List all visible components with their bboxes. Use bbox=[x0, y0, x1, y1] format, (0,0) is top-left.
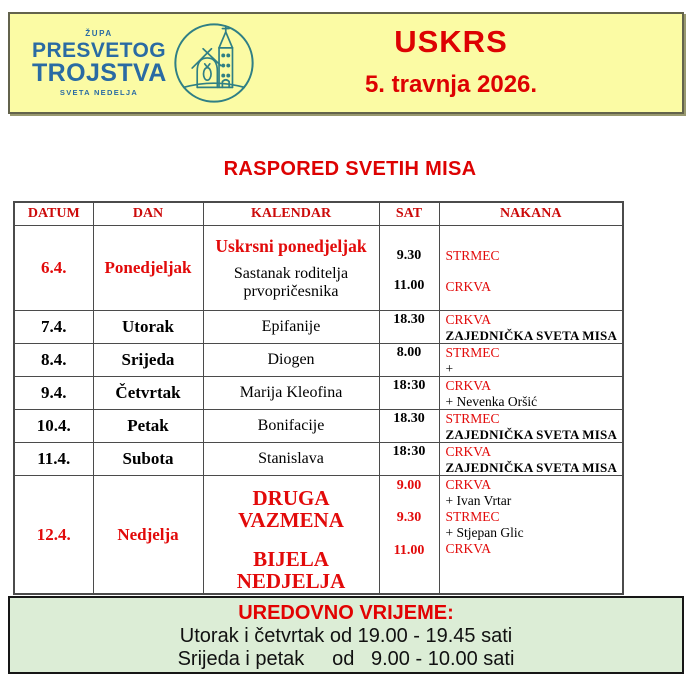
table-row bbox=[14, 476, 623, 595]
parish-banner bbox=[8, 12, 684, 114]
cell-dan: Petak bbox=[93, 410, 203, 443]
table-row bbox=[14, 344, 623, 377]
calendar-note: Sastanak roditelja prvopričesnika bbox=[233, 264, 349, 300]
cell-dan: Ponedjeljak bbox=[93, 226, 203, 311]
cell-nakana bbox=[439, 443, 623, 476]
cell-kalendar bbox=[203, 476, 379, 595]
logo-name-line2: TROJSTVA bbox=[32, 59, 167, 87]
cell-sat: 18.30 bbox=[379, 311, 439, 344]
cell-datum: 11.4. bbox=[14, 443, 93, 476]
table-row bbox=[14, 410, 623, 443]
cell-sat bbox=[379, 226, 439, 311]
cell-dan: Subota bbox=[93, 443, 203, 476]
cell-dan: Nedjelja bbox=[93, 476, 203, 595]
cell-datum: 10.4. bbox=[14, 410, 93, 443]
table-row bbox=[14, 311, 623, 344]
schedule-title: RASPORED SVETIH MISA bbox=[223, 158, 477, 180]
church-logo-icon bbox=[172, 21, 256, 105]
mass-intention: + Nevenka Oršić bbox=[445, 393, 538, 409]
cell-nakana bbox=[439, 377, 623, 410]
mass-intention: + Ivan Vrtar bbox=[445, 493, 512, 508]
office-hours-box bbox=[8, 596, 684, 674]
cell-datum: 8.4. bbox=[14, 344, 93, 377]
mass-intention: + Stjepan Glic bbox=[445, 525, 524, 540]
mass-time: 11.00 bbox=[393, 278, 425, 293]
office-hours-line: Utorak i četvrtak od 19.00 - 19.45 sati bbox=[179, 625, 513, 647]
mass-location: CRKVA bbox=[445, 444, 492, 459]
mass-location: CRKVA bbox=[445, 312, 492, 327]
table-row bbox=[14, 443, 623, 476]
mass-note: + bbox=[445, 360, 454, 376]
mass-time: 9.00 bbox=[396, 478, 422, 493]
parish-logo-text bbox=[32, 29, 166, 97]
cell-sat: 8.00 bbox=[379, 344, 439, 377]
logo-name-line1: PRESVETOG bbox=[32, 39, 166, 62]
cell-kalendar: Diogen bbox=[203, 344, 379, 377]
cell-kalendar: Epifanije bbox=[203, 311, 379, 344]
mass-location: CRKVA bbox=[445, 477, 492, 492]
mass-note: ZAJEDNIČKA SVETA MISA bbox=[445, 426, 618, 442]
col-header-kalendar: KALENDAR bbox=[203, 202, 379, 226]
cell-datum: 9.4. bbox=[14, 377, 93, 410]
cell-datum: 7.4. bbox=[14, 311, 93, 344]
cell-nakana bbox=[439, 410, 623, 443]
table-header-row bbox=[14, 202, 623, 226]
cell-dan: Utorak bbox=[93, 311, 203, 344]
col-header-nakana: NAKANA bbox=[439, 202, 623, 226]
mass-location: CRKVA bbox=[445, 278, 492, 294]
mass-time: 9.30 bbox=[396, 248, 422, 263]
feast-title: USKRS bbox=[394, 23, 508, 59]
cell-kalendar: Marija Kleofina bbox=[203, 377, 379, 410]
cell-sat: 18:30 bbox=[379, 443, 439, 476]
cell-nakana bbox=[439, 311, 623, 344]
mass-schedule-table bbox=[13, 201, 624, 595]
feast-name: DRUGA VAZMENA bbox=[238, 486, 344, 532]
mass-location: STRMEC bbox=[445, 509, 500, 524]
feast-name: BIJELA NEDJELJA bbox=[236, 547, 346, 593]
col-header-datum: DATUM bbox=[14, 202, 93, 226]
mass-location: STRMEC bbox=[445, 345, 500, 360]
cell-kalendar: Bonifacije bbox=[203, 410, 379, 443]
cell-sat: 18.30 bbox=[379, 410, 439, 443]
mass-location: CRKVA bbox=[445, 541, 492, 556]
cell-datum: 12.4. bbox=[14, 476, 93, 595]
mass-note: ZAJEDNIČKA SVETA MISA bbox=[445, 459, 618, 475]
logo-place-label: SVETA NEDELJA bbox=[59, 88, 139, 97]
table-row bbox=[14, 226, 623, 311]
table-row bbox=[14, 377, 623, 410]
cell-kalendar bbox=[203, 226, 379, 311]
col-header-dan: DAN bbox=[93, 202, 203, 226]
cell-nakana bbox=[439, 226, 623, 311]
mass-location: STRMEC bbox=[445, 411, 500, 426]
banner-title-block bbox=[256, 24, 682, 103]
parish-logo bbox=[10, 21, 256, 105]
cell-dan: Četvrtak bbox=[93, 377, 203, 410]
office-hours-line: Srijeda i petak od 9.00 - 10.00 sati bbox=[177, 648, 515, 670]
cell-nakana bbox=[439, 344, 623, 377]
mass-note: ZAJEDNIČKA SVETA MISA bbox=[445, 327, 618, 343]
feast-date: 5. travnja 2026. bbox=[364, 70, 538, 98]
cell-sat: 18:30 bbox=[379, 377, 439, 410]
feast-name: Uskrsni ponedjeljak bbox=[215, 235, 367, 256]
col-header-sat: SAT bbox=[379, 202, 439, 226]
mass-time: 11.00 bbox=[393, 543, 425, 558]
mass-location: STRMEC bbox=[445, 248, 500, 263]
logo-zupa-label: ŽUPA bbox=[85, 29, 113, 38]
mass-time: 9.30 bbox=[396, 510, 422, 525]
mass-location: CRKVA bbox=[445, 378, 492, 393]
cell-dan: Srijeda bbox=[93, 344, 203, 377]
office-hours-title: UREDOVNO VRIJEME: bbox=[238, 602, 454, 624]
cell-datum: 6.4. bbox=[14, 226, 93, 311]
cell-nakana bbox=[439, 476, 623, 595]
cell-kalendar: Stanislava bbox=[203, 443, 379, 476]
cell-sat bbox=[379, 476, 439, 595]
